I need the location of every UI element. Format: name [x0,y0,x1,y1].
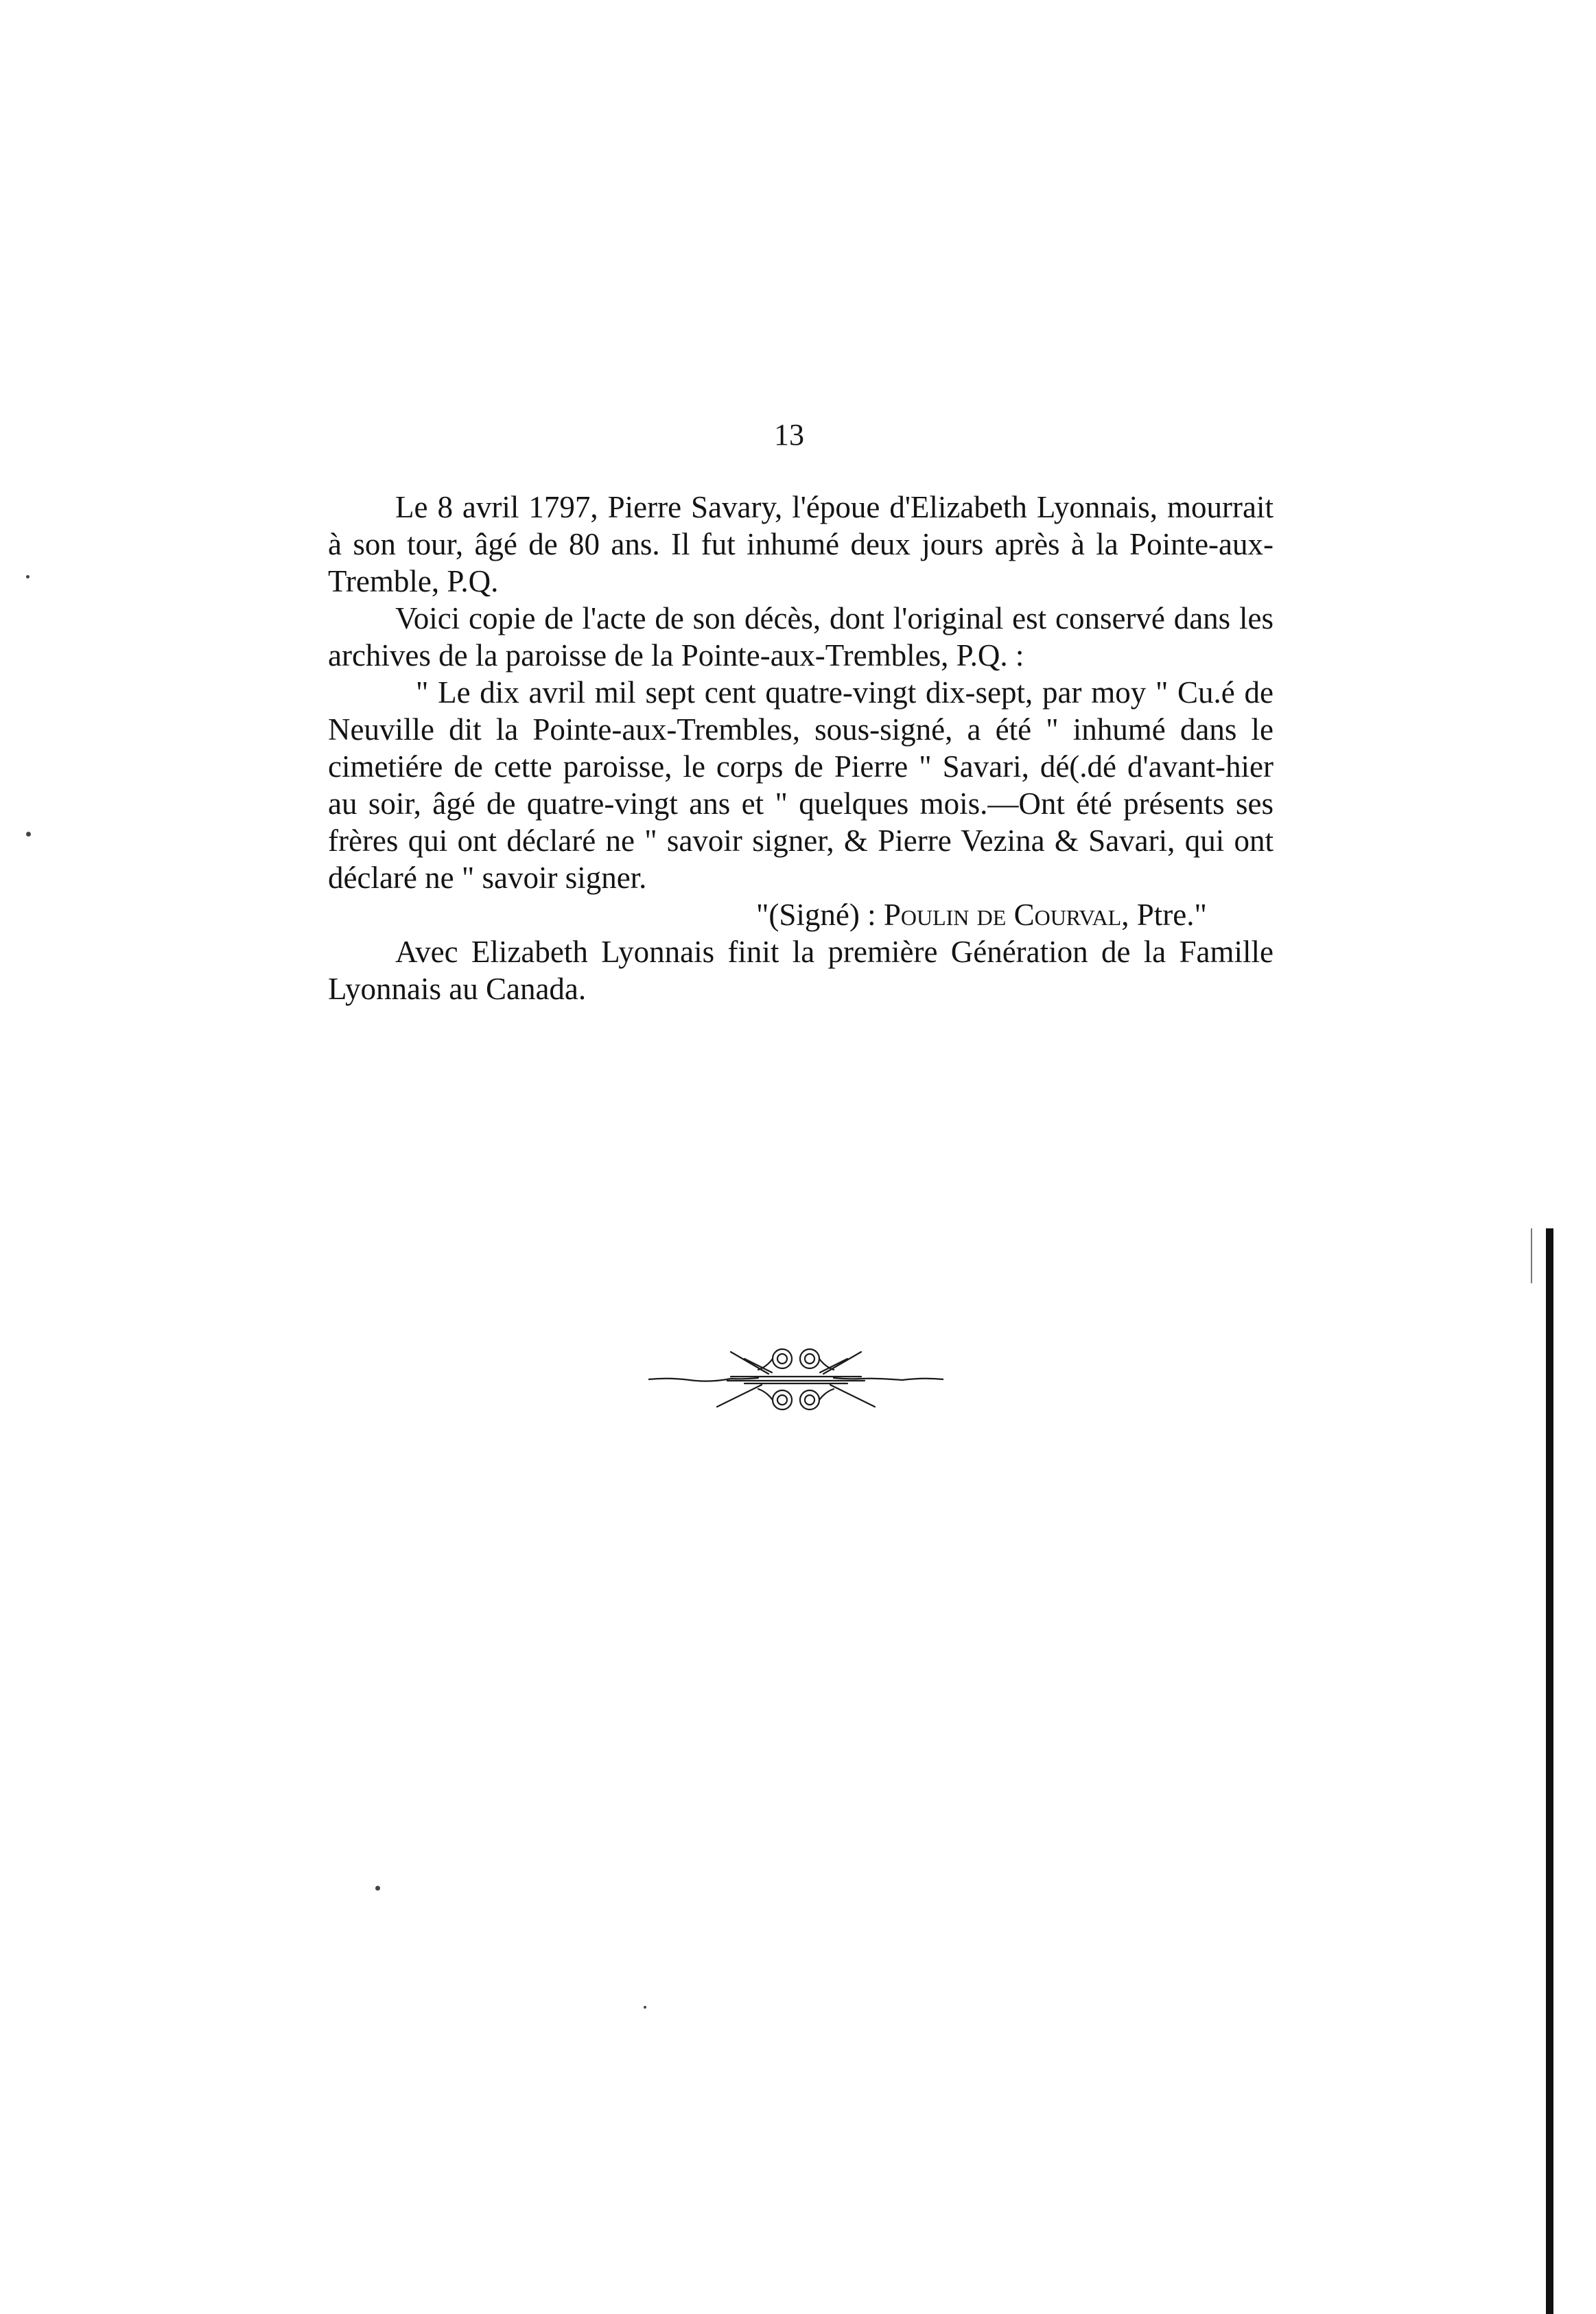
stray-mark [644,2006,646,2009]
signature-line [328,896,1274,933]
stray-mark [26,832,31,837]
body-text [328,489,1274,1007]
stray-mark [375,1886,380,1891]
stray-mark [26,575,30,578]
signature-prefix: "(Signé) : [756,898,876,932]
scan-edge-line [1531,1228,1532,1283]
paragraph-conclusion: Avec Elizabeth Lyonnais finit la première Génération de la Famille Lyonnais au Canada. [328,935,1274,1006]
signature-name: Poulin de Courval, [883,898,1129,932]
scan-edge-bar [1546,1228,1553,2314]
paragraph-burial-act-quote: " Le dix avril mil sept cent quatre-vingt dix-sept, par moy " Cu.é de Neuville dit la Pointe-aux-Trembles, sous-signé, a été " inhumé dans le cimetiére de cette paroisse, le corps de Pierre " Savari, dé(.dé d'avant-hier au soir, âgé de quatre-vingt ans et " quelques mois.—Ont été présents ses frères qui ont déclaré ne " savoir signer, & Pierre Vezina & Savari, qui ont déclaré ne " savoir signer. [328,675,1274,895]
paragraph-death-notice: Le 8 avril 1797, Pierre Savary, l'époue d'Elizabeth Lyonnais, mourrait à son tour, âgé de 80 ans. Il fut inhumé deux jours après à la Pointe-aux-Tremble, P.Q. [328,490,1274,598]
paragraph-act-intro: Voici copie de l'acte de son décès, dont l'original est conservé dans les archives de la paroisse de la Pointe-aux-Trembles, P.Q. : [328,601,1274,673]
page-number: 13 [774,418,804,452]
signature-suffix: Ptre." [1136,898,1207,932]
scroll-ornament-icon [648,1331,943,1427]
